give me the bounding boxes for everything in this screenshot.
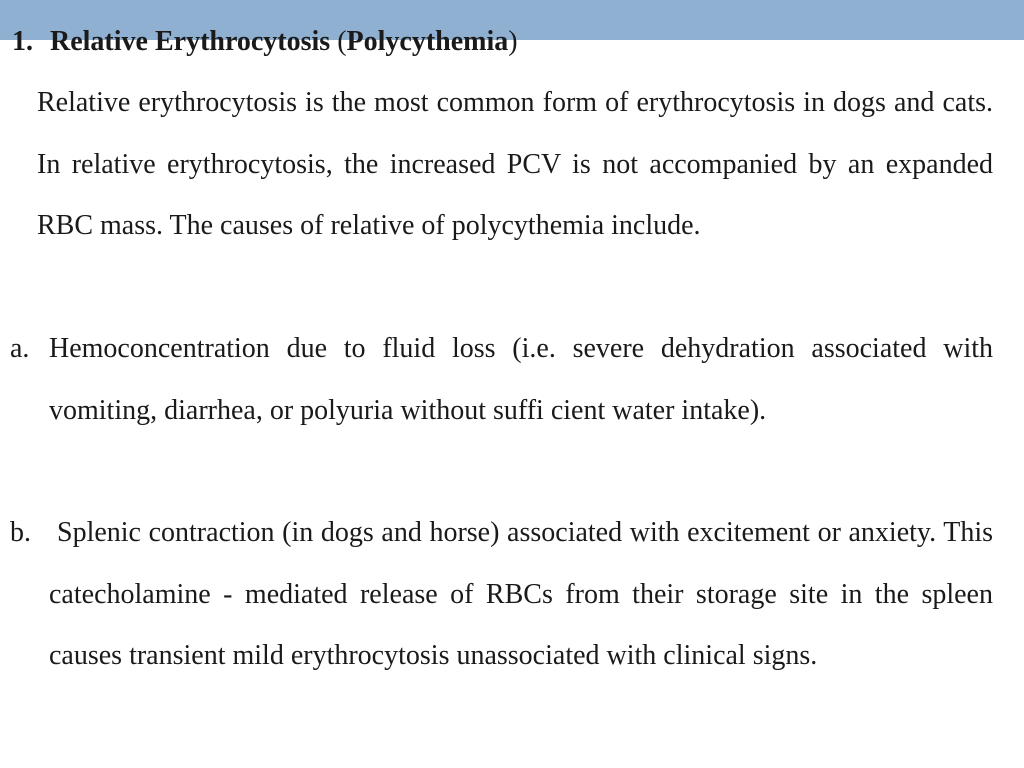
list-item-b-text <box>49 502 993 687</box>
list-marker-a: a. <box>10 333 30 364</box>
intro-paragraph: Relative erythrocytosis is the most common form of erythrocytosis in dogs and cats. In relative erythrocytosis, the increased PCV is not accompanied by an expanded RBC mass. The causes of relative of polycythemia include. <box>37 87 993 241</box>
heading-number: 1. <box>12 26 33 57</box>
section-heading <box>12 22 518 62</box>
list-marker-b: b. <box>10 517 31 548</box>
heading-paren-close: ) <box>508 26 518 57</box>
list-item-b-body: Splenic contraction (in dogs and horse) associated with excitement or anxiety. This catecholamine - mediated release of RBCs from their storage site in the spleen causes transient mild erythrocytosis unassociated with clinical signs. <box>49 517 993 671</box>
heading-subtitle: Polycythemia <box>346 26 509 57</box>
heading-paren-open: ( <box>330 26 347 57</box>
list-item-a-text: Hemoconcentration due to fluid loss (i.e. severe dehydration associated with vomiting, diarrhea, or polyuria without suffi cient water intake). <box>49 333 993 426</box>
heading-title: Relative Erythrocytosis <box>50 26 331 57</box>
